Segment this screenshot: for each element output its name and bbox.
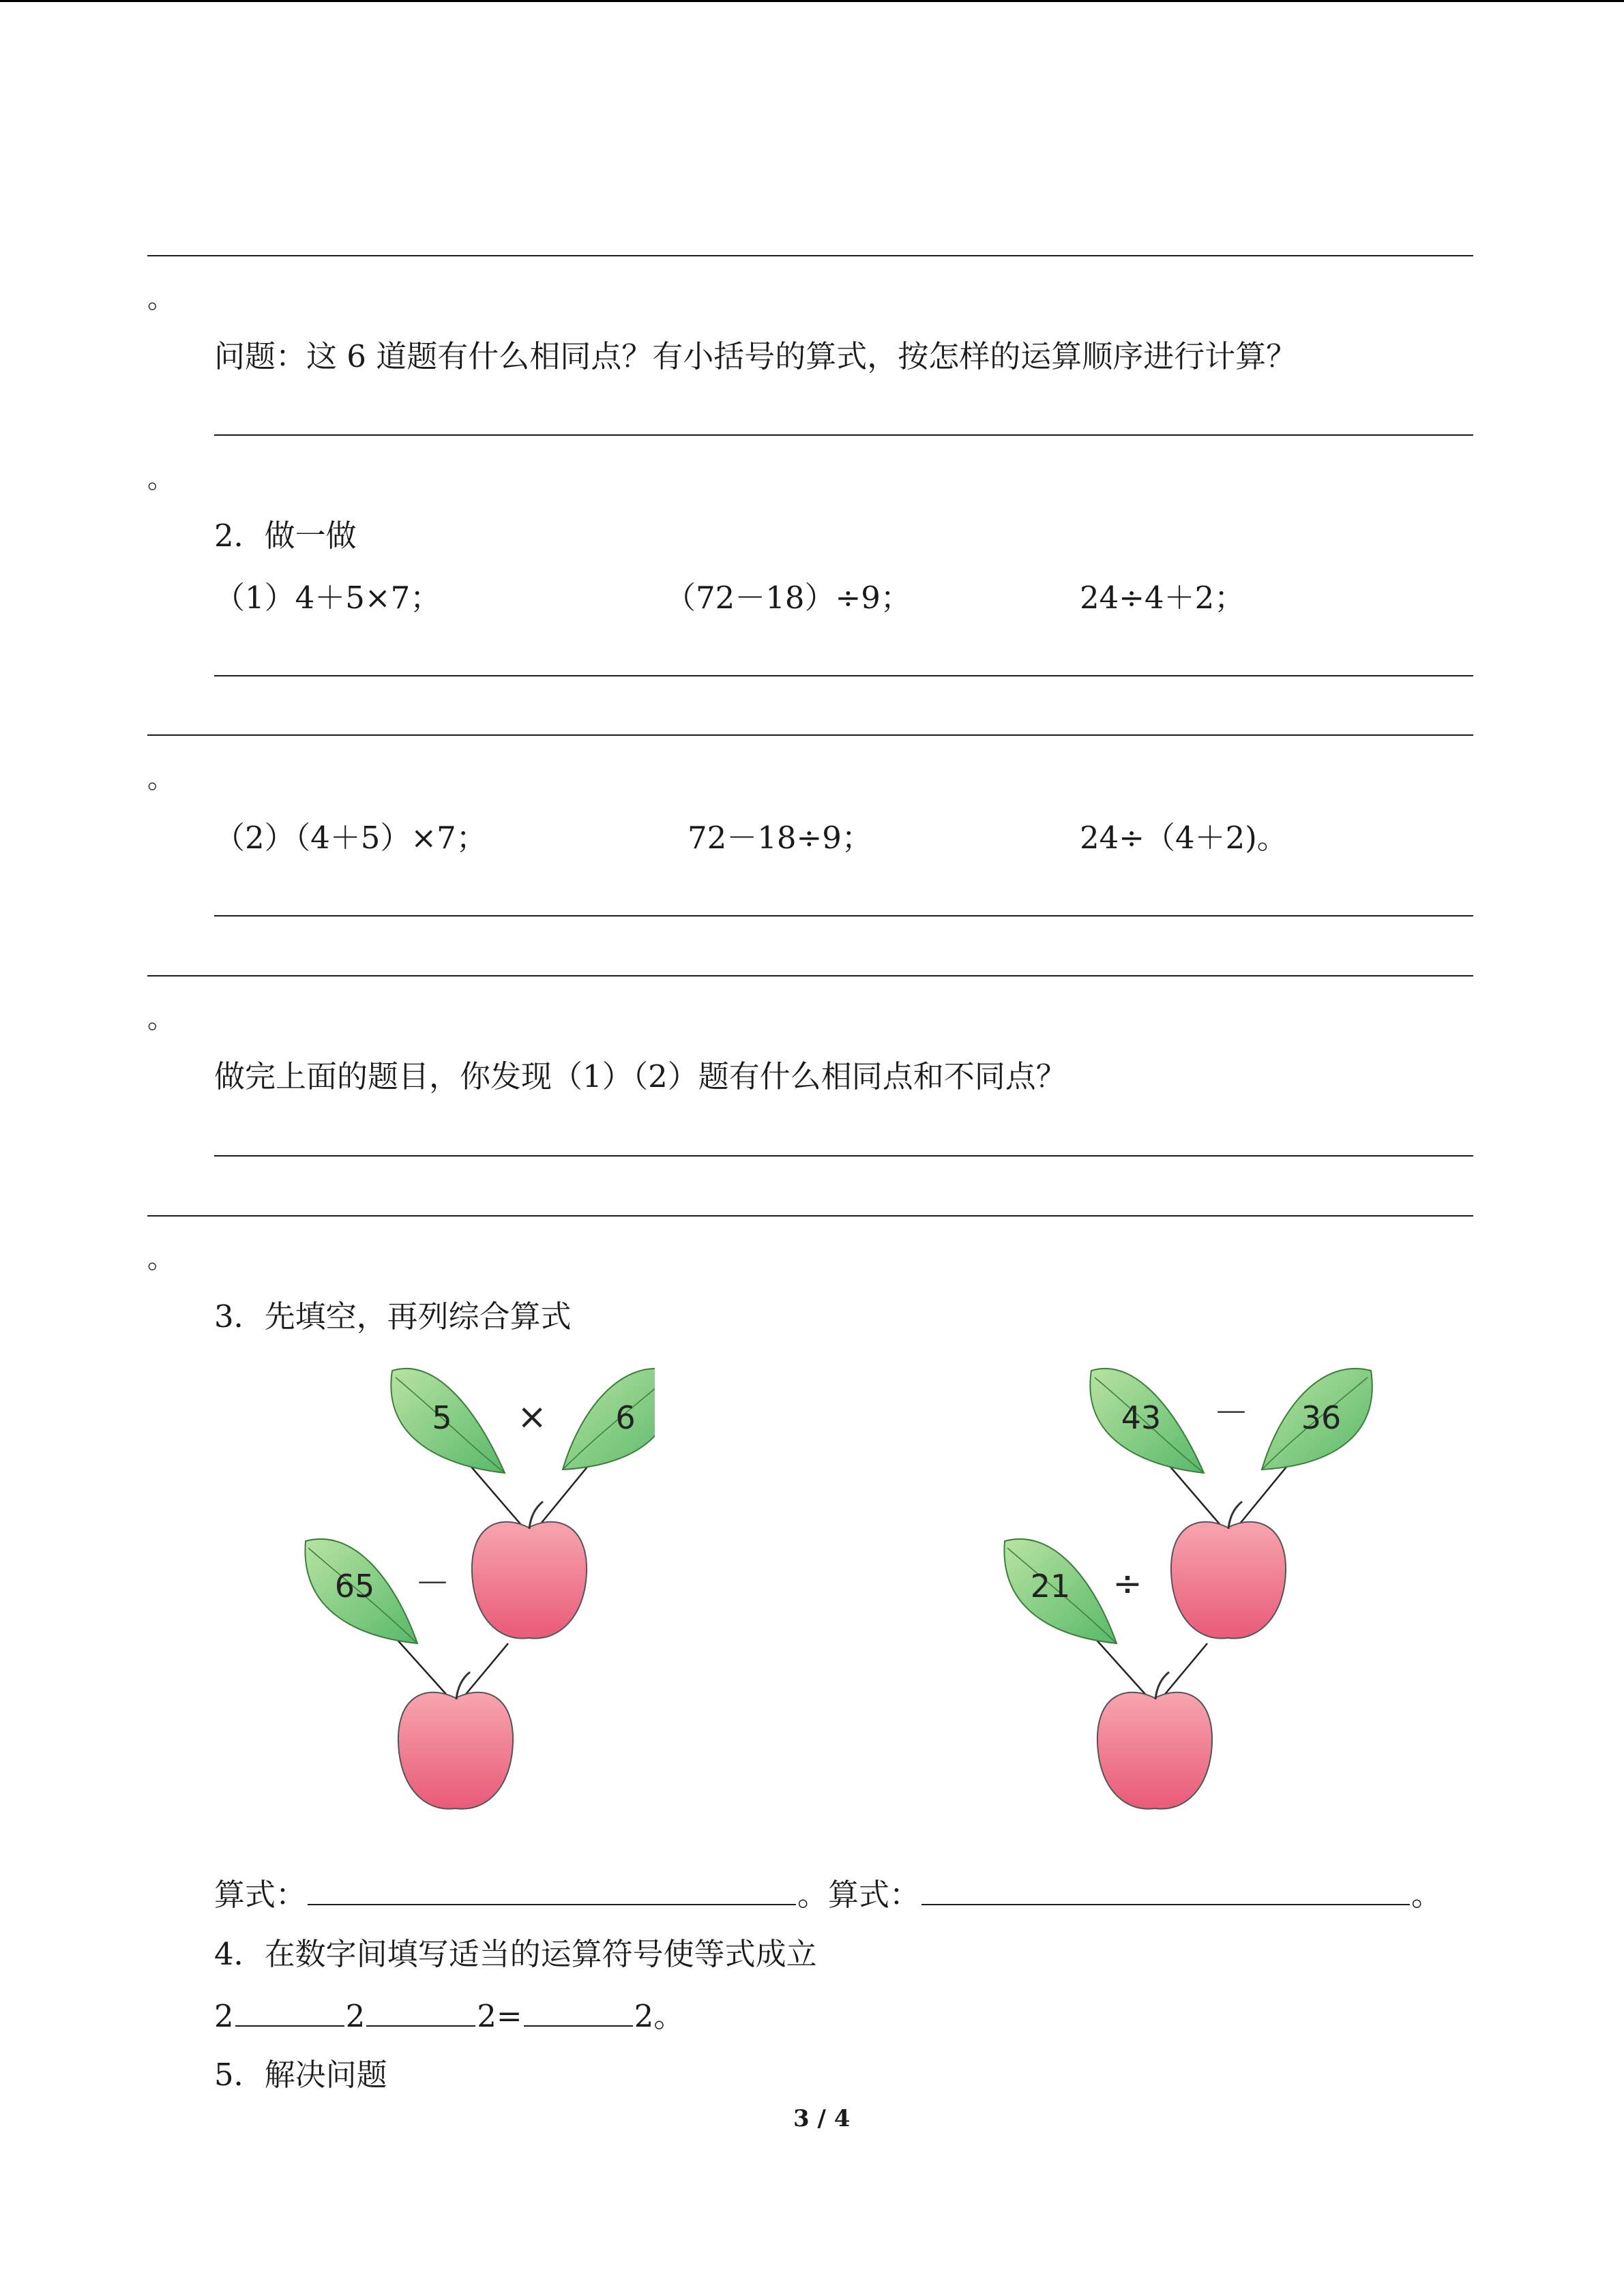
answer-line: [214, 1155, 1473, 1157]
dot-mark: 。: [147, 283, 175, 314]
formula-label-2: 算式：: [828, 1877, 921, 1913]
formula-end-2: 。: [1411, 1877, 1443, 1913]
dot-mark: 。: [147, 763, 175, 794]
leaf-a-value: 5: [432, 1399, 452, 1436]
op2-symbol: ÷: [1112, 1564, 1142, 1605]
formula-end-1: 。: [797, 1877, 829, 1913]
answer-line: [147, 255, 1473, 256]
dot-mark: 。: [147, 1003, 175, 1034]
q5-title: 5．解决问题: [214, 2057, 387, 2093]
q4-title: 4．在数字间填写适当的运算符号使等式成立: [214, 1936, 817, 1972]
calc-tree-2: [972, 1357, 1395, 1828]
q4-blank-2[interactable]: [366, 2025, 475, 2027]
q4-blank-3[interactable]: [524, 2025, 633, 2027]
answer-line: [147, 975, 1473, 976]
apple-shape: [472, 1502, 587, 1639]
leaf-shape: [563, 1369, 655, 1470]
q2-title: 2．做一做: [214, 518, 357, 554]
answer-line: [147, 1215, 1473, 1217]
q2-row1-expr2: （72－18）÷9；: [665, 580, 911, 616]
leaf-b-value: 36: [1301, 1399, 1342, 1436]
answer-line: [214, 675, 1473, 676]
answer-line: [214, 915, 1473, 916]
leaf-a-value: 43: [1121, 1399, 1162, 1436]
q2-question: 做完上面的题目，你发现（1）（2）题有什么相同点和不同点？: [214, 1058, 1067, 1094]
q4-digit: 2: [634, 1998, 654, 2034]
answer-line: [214, 434, 1473, 436]
q2-row1-expr3: 24÷4＋2；: [1080, 580, 1245, 616]
op2-symbol: －: [414, 1564, 451, 1605]
q4-equals: =: [496, 1998, 522, 2034]
q3-title: 3．先填空，再列综合算式: [214, 1298, 572, 1335]
apple-shape: [1171, 1502, 1286, 1639]
formula-label-1: 算式：: [214, 1877, 307, 1913]
q4-blank-1[interactable]: [235, 2025, 344, 2027]
q1-question: 问题：这 6 道题有什么相同点？有小括号的算式，按怎样的运算顺序进行计算？: [214, 338, 1297, 374]
q4-digit: 2: [477, 1998, 497, 2034]
leaf-c-value: 65: [334, 1568, 375, 1605]
page-number: 3 / 4: [793, 2105, 851, 2132]
apple-shape: [398, 1672, 513, 1809]
op1-symbol: －: [1213, 1393, 1250, 1434]
formula-blank-2[interactable]: [921, 1903, 1410, 1905]
dot-mark: 。: [147, 463, 175, 494]
q2-row2-expr3: 24÷（4＋2)。: [1080, 820, 1288, 856]
q4-equation: [214, 1998, 685, 2034]
op1-symbol: ×: [517, 1397, 547, 1437]
leaf-b-value: 6: [615, 1399, 636, 1436]
leaf-c-value: 21: [1030, 1568, 1071, 1605]
q4-digit: 2: [214, 1998, 234, 2034]
formula-row: [214, 1877, 1443, 1913]
q4-end: 。: [653, 1998, 685, 2034]
formula-blank-1[interactable]: [308, 1903, 796, 1905]
answer-line: [147, 734, 1473, 736]
page-top-border: [0, 0, 1624, 2]
q2-row2-expr2: 72－18÷9；: [688, 820, 872, 856]
q4-digit: 2: [345, 1998, 366, 2034]
apple-shape: [1097, 1672, 1212, 1809]
q2-row2-expr1: （2）（4＋5）×7；: [214, 820, 487, 856]
q2-row1-expr1: （1）4＋5×7；: [214, 580, 441, 616]
dot-mark: 。: [147, 1243, 175, 1274]
calc-tree-1: [273, 1357, 655, 1828]
